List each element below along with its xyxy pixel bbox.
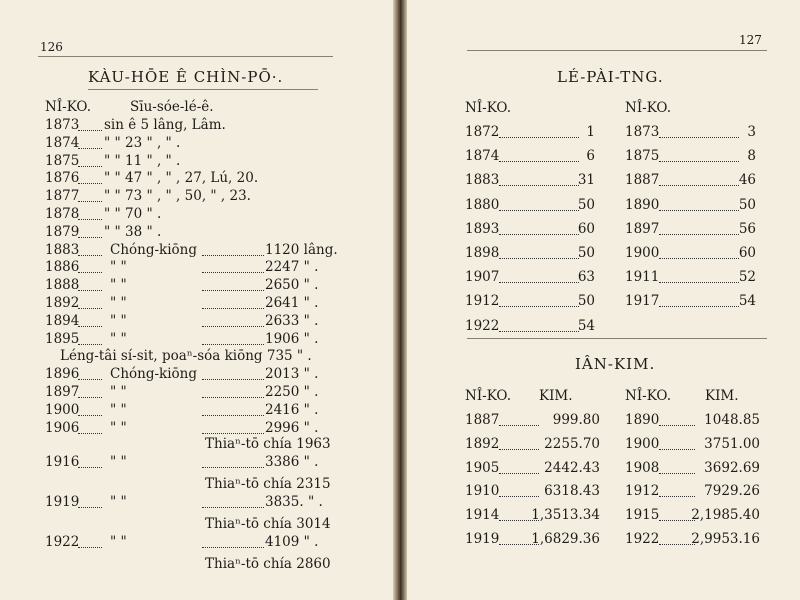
col-header-right: NÎ-KO. — [625, 100, 671, 116]
leader-dots — [659, 425, 695, 426]
leader-dots — [659, 282, 739, 283]
leader-dots — [659, 210, 739, 211]
kim-col-header-right: KIM. — [705, 388, 739, 404]
value-cell: 50 — [577, 245, 595, 261]
year-cell: 1915 — [625, 507, 660, 524]
value-cell: 60 — [738, 245, 756, 261]
year-cell: 1912 — [465, 293, 500, 310]
value-cell: 6318.43 — [544, 483, 600, 500]
leader-dots — [499, 473, 539, 474]
value-cell: 56 — [738, 220, 756, 237]
leader-dots — [499, 282, 579, 283]
year-cell: 1906 — [45, 419, 80, 436]
leader-dots — [78, 183, 102, 184]
year-cell: 1892 — [45, 295, 80, 311]
leader-dots — [202, 507, 264, 508]
desc-cell: " " — [110, 401, 127, 418]
year-cell: 1908 — [625, 459, 660, 476]
year-cell: 1880 — [465, 196, 500, 213]
leader-dots — [202, 467, 264, 468]
leader-dots — [202, 255, 264, 256]
year-cell: 1872 — [465, 124, 500, 140]
note-line: Léng-tâi sí-sit, poaⁿ-sóa kiōng 735 " . — [60, 348, 312, 365]
leader-dots — [78, 272, 102, 273]
leader-dots — [78, 344, 102, 345]
desc-cell: " " — [110, 277, 127, 294]
value-cell: 3835. " . — [265, 494, 323, 511]
year-cell: 1892 — [465, 435, 500, 452]
year-cell: 1919 — [465, 531, 500, 547]
leader-dots — [78, 290, 102, 291]
value-cell: 2247 " . — [265, 259, 319, 276]
value-cell: 2,9953.16 — [691, 531, 760, 547]
year-cell: 1922 — [625, 531, 660, 547]
year-cell: 1890 — [625, 196, 660, 213]
year-cell: 1894 — [45, 312, 80, 329]
leader-dots — [78, 308, 102, 309]
leader-dots — [499, 161, 579, 162]
year-cell: 1910 — [465, 483, 500, 500]
year-cell: 1907 — [465, 269, 500, 286]
year-cell: 1922 — [45, 534, 80, 550]
year-cell: 1896 — [45, 366, 80, 383]
desc-cell: " " — [110, 259, 127, 276]
leader-dots — [202, 433, 264, 434]
value-cell: 2255.70 — [544, 435, 600, 452]
leader-dots — [499, 137, 579, 138]
year-cell: 1900 — [625, 435, 660, 452]
desc-cell: " " 11 " , " . — [104, 152, 181, 169]
leader-dots — [78, 148, 102, 149]
leader-dots — [499, 449, 539, 450]
leader-dots — [78, 433, 102, 434]
leader-dots — [659, 544, 695, 545]
year-cell: 1900 — [625, 245, 660, 261]
value-cell: 1,3513.34 — [531, 507, 600, 524]
desc-column-header: Sīu-sóe-lé-ê. — [130, 99, 214, 115]
value-cell: 54 — [577, 317, 595, 334]
value-cell: 50 — [577, 196, 595, 213]
value-cell: 2416 " . — [265, 401, 319, 418]
year-cell: 1887 — [625, 172, 660, 189]
desc-cell: " " 70 " . — [104, 206, 162, 222]
value-cell: 50 — [577, 293, 595, 310]
left-page — [0, 0, 393, 600]
leader-dots — [499, 258, 579, 259]
value-cell: 7929.26 — [704, 483, 760, 500]
value-cell: 1048.85 — [704, 412, 760, 428]
year-cell: 1897 — [625, 220, 660, 237]
desc-cell: Chóng-kiōng — [110, 366, 198, 383]
leader-dots — [659, 185, 739, 186]
desc-cell: " " — [110, 330, 127, 347]
leader-dots — [78, 255, 102, 256]
book-gutter — [393, 0, 407, 600]
desc-cell: " " — [110, 312, 127, 329]
year-cell: 1916 — [45, 454, 80, 471]
leader-dots — [499, 185, 579, 186]
leader-dots — [202, 547, 264, 548]
year-cell: 1905 — [465, 459, 500, 476]
leader-dots — [78, 166, 102, 167]
value-cell: 46 — [738, 172, 756, 189]
leader-dots — [78, 219, 102, 220]
section-rule — [467, 338, 767, 339]
kim-col-header-year-left: NÎ-KO. — [465, 388, 511, 404]
value-cell: 50 — [738, 196, 756, 213]
leader-dots — [202, 326, 264, 327]
leader-dots — [202, 290, 264, 291]
desc-cell: " " 73 " , " , 50, " , 23. — [104, 188, 251, 205]
year-cell: 1888 — [45, 277, 80, 294]
leader-dots — [659, 161, 739, 162]
kim-col-header-left: KIM. — [539, 388, 573, 404]
kim-col-header-year-right: NÎ-KO. — [625, 388, 671, 404]
desc-cell: " " — [110, 295, 127, 311]
page-title: KÀU-HŌE Ê CHÌN-PŌ·. — [88, 68, 284, 86]
value-cell: 2442.43 — [544, 459, 600, 476]
value-cell: 52 — [738, 269, 756, 286]
section-title-iankim: IÂN-KIM. — [575, 355, 656, 373]
desc-cell: " " 47 " , " , 27, Lú, 20. — [104, 170, 259, 187]
year-cell: 1900 — [45, 401, 80, 418]
year-cell: 1873 — [625, 124, 660, 140]
leader-dots — [202, 308, 264, 309]
leader-dots — [659, 473, 695, 474]
year-cell: 1917 — [625, 293, 660, 310]
value-cell: 2250 " . — [265, 384, 319, 400]
year-cell: 1878 — [45, 206, 80, 222]
leader-dots — [659, 137, 739, 138]
value-cell: 6 — [586, 148, 595, 165]
value-cell: 1 — [586, 124, 595, 140]
leader-dots — [499, 234, 579, 235]
desc-cell: " " — [110, 494, 127, 511]
header-rule — [467, 50, 767, 51]
page-number: 126 — [40, 40, 63, 54]
desc-cell: Chóng-kiōng — [110, 241, 198, 258]
year-cell: 1895 — [45, 330, 80, 347]
leader-dots — [202, 379, 264, 380]
leader-dots — [659, 234, 739, 235]
year-cell: 1897 — [45, 384, 80, 400]
desc-cell: " " 38 " . — [104, 223, 162, 240]
year-cell: 1898 — [465, 245, 500, 261]
value-cell: 3386 " . — [265, 454, 319, 471]
leader-dots — [78, 507, 102, 508]
value-cell: 1,6829.36 — [531, 531, 600, 547]
leader-dots — [499, 306, 579, 307]
year-cell: 1875 — [45, 152, 80, 169]
leader-dots — [659, 449, 695, 450]
thian-line: Thiaⁿ-tō chía 1963 — [205, 436, 331, 453]
year-cell: 1874 — [45, 134, 80, 151]
value-cell: 2633 " . — [265, 312, 319, 329]
page-number: 127 — [739, 33, 762, 47]
desc-cell: sin ê 5 lâng, Lâm. — [104, 117, 226, 133]
desc-cell: " " — [110, 419, 127, 436]
desc-cell: " " — [110, 454, 127, 471]
value-cell: 2996 " . — [265, 419, 319, 436]
year-cell: 1890 — [625, 412, 660, 428]
year-cell: 1919 — [45, 494, 80, 511]
leader-dots — [78, 547, 102, 548]
leader-dots — [659, 496, 695, 497]
leader-dots — [78, 201, 102, 202]
year-cell: 1883 — [45, 241, 80, 258]
year-cell: 1886 — [45, 259, 80, 276]
leader-dots — [499, 331, 579, 332]
year-cell: 1875 — [625, 148, 660, 165]
year-cell: 1883 — [465, 172, 500, 189]
value-cell: 2641 " . — [265, 295, 319, 311]
value-cell: 2650 " . — [265, 277, 319, 294]
value-cell: 3751.00 — [704, 435, 760, 452]
year-cell: 1873 — [45, 117, 80, 133]
value-cell: 2,1985.40 — [691, 507, 760, 524]
value-cell: 63 — [577, 269, 595, 286]
year-cell: 1911 — [625, 269, 660, 286]
value-cell: 4109 " . — [265, 534, 319, 550]
year-cell: 1874 — [465, 148, 500, 165]
value-cell: 2013 " . — [265, 366, 319, 383]
leader-dots — [78, 415, 102, 416]
year-cell: 1876 — [45, 170, 80, 187]
leader-dots — [202, 344, 264, 345]
leader-dots — [78, 467, 102, 468]
thian-line: Thiaⁿ-tō chía 2315 — [205, 476, 331, 493]
value-cell: 31 — [577, 172, 595, 189]
year-cell: 1877 — [45, 188, 80, 205]
leader-dots — [202, 397, 264, 398]
leader-dots — [499, 425, 539, 426]
thian-line: Thiaⁿ-tō chía 2860 — [205, 555, 331, 572]
leader-dots — [659, 306, 739, 307]
value-cell: 8 — [747, 148, 756, 165]
year-cell: 1912 — [625, 483, 660, 500]
year-cell: 1879 — [45, 223, 80, 240]
leader-dots — [78, 130, 102, 131]
value-cell: 54 — [738, 293, 756, 310]
col-header-left: NÎ-KO. — [465, 100, 511, 116]
leader-dots — [659, 520, 695, 521]
value-cell: 3 — [747, 124, 756, 140]
leader-dots — [78, 326, 102, 327]
value-cell: 1120 lâng. — [265, 241, 338, 258]
year-cell: 1887 — [465, 412, 500, 428]
thian-line: Thiaⁿ-tō chía 3014 — [205, 516, 331, 532]
value-cell: 1906 " . — [265, 330, 319, 347]
section-title-lepai: LÉ-PÀI-TNG. — [557, 68, 664, 86]
leader-dots — [499, 210, 579, 211]
title-underline — [88, 89, 318, 90]
year-cell: 1893 — [465, 220, 500, 237]
value-cell: 60 — [577, 220, 595, 237]
year-cell: 1914 — [465, 507, 500, 524]
leader-dots — [202, 415, 264, 416]
desc-cell: " " — [110, 534, 127, 550]
leader-dots — [78, 379, 102, 380]
desc-cell: " " — [110, 384, 127, 400]
value-cell: 3692.69 — [704, 459, 760, 476]
leader-dots — [202, 272, 264, 273]
year-cell: 1922 — [465, 317, 500, 334]
desc-cell: " " 23 " , " . — [104, 134, 181, 151]
leader-dots — [499, 496, 539, 497]
leader-dots — [78, 237, 102, 238]
leader-dots — [78, 397, 102, 398]
right-page — [407, 0, 800, 600]
value-cell: 999.80 — [552, 412, 600, 428]
leader-dots — [659, 258, 739, 259]
year-column-header: NÎ-KO. — [45, 99, 91, 115]
header-rule — [38, 56, 333, 57]
